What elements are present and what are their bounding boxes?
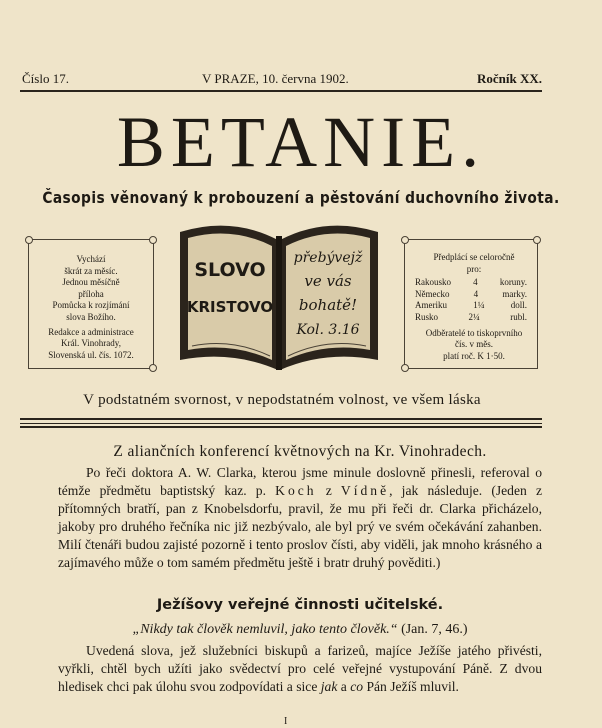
- publication-info-box: [28, 239, 154, 369]
- ornament-ring: [25, 236, 33, 244]
- article-title: Ježíšovy veřejné činnosti učitelské.: [156, 597, 444, 613]
- paragraph-text: , jak následuje. (Jeden z přítomných bratří, pan z Knobelsdorfu, pravil, že mu při řeči dr. Clarka přicházelo, jakoby pro druhého řečníka nic již nezbývalo, ale byl prý ve svém očekávání zahanben. Milí čtenáři budou zajisté pozorně i tento proslov čísti, aby viděli, jak mnoho krásného a zajímavého může o tom samém předmětu ještě i bratr druhý pověditi.): [58, 483, 542, 570]
- info-line: Slovenská ul. čís. 1072.: [48, 349, 134, 360]
- subscription-heading: Předplácí se celoročně: [433, 252, 515, 262]
- motto-rule: [20, 426, 542, 428]
- info-line: příloha: [78, 288, 104, 299]
- ornament-ring: [149, 236, 157, 244]
- motto-rule-thin: [20, 423, 542, 424]
- price-row: [415, 300, 533, 312]
- subscription-footer: platí roč. K 1·50.: [443, 350, 505, 361]
- info-line: Pomůcka k rozjímání: [52, 300, 130, 311]
- price-amount: 4: [473, 277, 478, 288]
- subscription-footer: Odběratelé to tiskoprvního: [425, 327, 523, 338]
- motto-rule: [20, 418, 542, 420]
- price-country: Německo: [415, 288, 450, 299]
- bible-quote: [58, 622, 542, 638]
- info-line: Redakce a administrace: [48, 326, 134, 337]
- price-country: Rakousko: [415, 277, 451, 288]
- issue-header: [22, 71, 542, 87]
- info-line: slova Božího.: [66, 311, 116, 322]
- paragraph-text: z: [316, 483, 341, 498]
- volume-number: Ročník XX.: [476, 71, 542, 86]
- price-country: Rusko: [415, 311, 439, 322]
- book-right-line: ve vás: [304, 272, 352, 290]
- article-paragraph: [58, 642, 542, 696]
- price-country: Ameriku: [415, 300, 447, 311]
- book-left-line: KRISTOVO: [186, 298, 274, 316]
- ornament-ring: [401, 364, 409, 372]
- subscription-footer: čís. v měs.: [455, 339, 493, 350]
- book-right-line: přebývejž: [293, 250, 363, 266]
- header-rule: [20, 90, 542, 92]
- masthead-title: BETANIE.: [116, 102, 486, 182]
- price-unit: marky.: [502, 288, 527, 299]
- ornament-ring: [401, 236, 409, 244]
- paragraph-text: Po řeči doktora A. W. Clarka, kterou jsme minule doslovně přinesli, referoval o témže předmětu baptistský kaz. p.: [58, 465, 542, 498]
- open-book-illustration: [172, 210, 386, 374]
- price-amount: 4: [473, 288, 479, 299]
- ornament-ring: [149, 364, 157, 372]
- info-line: Jednou měsíčně: [62, 277, 120, 288]
- price-unit: koruny.: [499, 277, 527, 288]
- book-left-line: SLOVO: [194, 259, 266, 281]
- quote-text: „Nikdy tak člověk nemluvil, jako tento člověk.“: [132, 622, 398, 637]
- paragraph-text: Uvedená slova, jež služebníci biskupů a farizeů, majíce Ježíše jatého přivésti, vyřkli, chtěl bych užíti jako svědectví pro celé veřejné vystupování Páně. Z dvou hledisek chci pak úlohu svou zodpovídati a sice: [58, 643, 542, 694]
- quote-reference: (Jan. 7, 46.): [397, 622, 468, 637]
- book-right-line: Kol. 3.16: [296, 322, 360, 338]
- page-mark: I: [284, 716, 288, 727]
- emphasis-text: co: [350, 679, 364, 694]
- ornament-ring: [533, 236, 541, 244]
- info-line: Král. Vinohrady,: [61, 338, 121, 349]
- motto: V podstatném svornost, v nepodstatném volnost, ve všem láska: [83, 392, 481, 408]
- masthead-subtitle: Časopis věnovaný k probouzení a pěstování duchovního života.: [42, 188, 560, 207]
- spaced-name: Vídně: [340, 483, 390, 498]
- issue-number: Číslo 17.: [22, 71, 69, 86]
- info-line: škrát za měsíc.: [64, 265, 118, 276]
- paragraph-text: Pán Ježíš mluvil.: [363, 679, 459, 694]
- price-amount: 2¼: [468, 311, 480, 322]
- price-amount: 1¼: [473, 300, 485, 311]
- subscription-heading: pro:: [466, 263, 482, 274]
- spaced-name: Koch: [275, 483, 317, 498]
- price-row: [415, 312, 533, 324]
- emphasis-text: jak: [320, 679, 338, 694]
- price-row: [415, 289, 533, 301]
- price-unit: rubl.: [510, 311, 527, 322]
- article-paragraph: [58, 464, 542, 572]
- price-unit: doll.: [510, 300, 527, 311]
- book-right-line: bohatě!: [298, 296, 358, 314]
- article-title: Z aliančních konferencí květnových na Kr. Vinohradech.: [113, 443, 487, 460]
- info-line: Vychází: [76, 254, 106, 264]
- paragraph-text: a: [337, 679, 351, 694]
- subscription-box: [404, 239, 538, 369]
- place-date: V PRAZE, 10. června 1902.: [202, 71, 349, 86]
- price-row: [415, 277, 533, 289]
